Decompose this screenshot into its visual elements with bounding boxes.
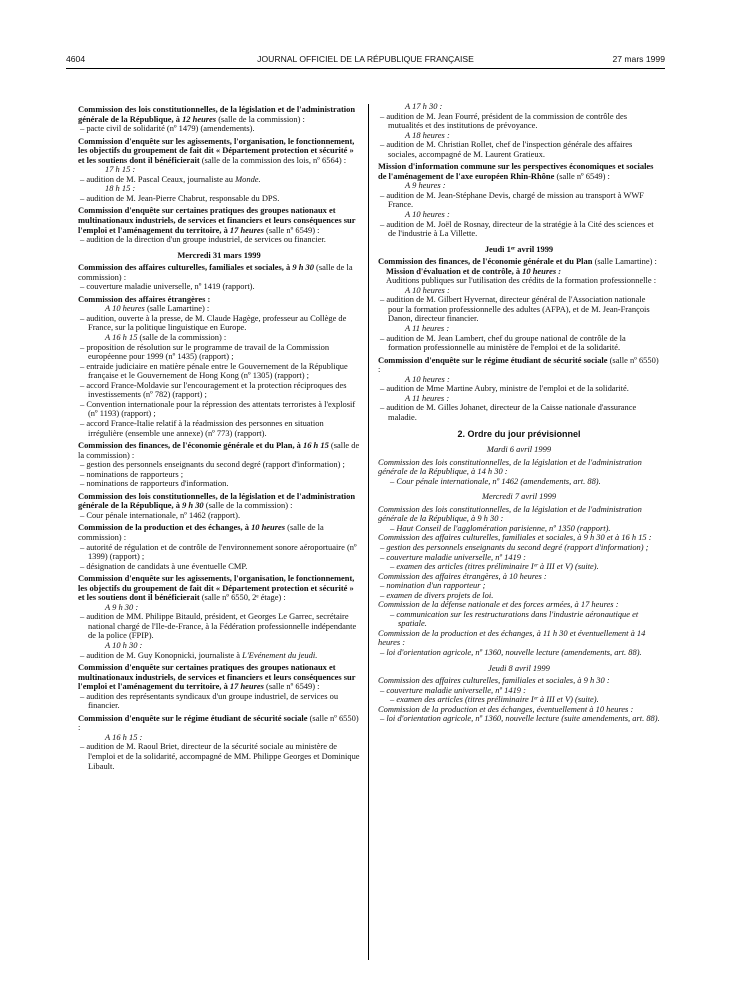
agenda-block [78,295,360,438]
agenda-item: – proposition de résolution sur le programme de travail de la Commission européenne pour 1999 (nº 1435) (rapport) ; [80,341,330,362]
time-slot: A 11 heures : [405,323,450,334]
committee-title: Commission de la production et des échanges, éventuellement à 10 heures : [378,703,634,714]
time-slot: A 9 h 30 : [105,601,139,612]
date-heading: Mardi 6 avril 1999 [486,444,552,455]
agenda-block: Commission des lois constitutionnelles, de la législation et de l'administration générale de la République, à 12 heures (salle de la commission) : – pacte civil de solidarité (nº 1479) (amendements). [78,105,360,134]
time-slot: A 9 heures : [405,180,446,191]
agenda-item: – accord France-Moldavie sur l'encouragement et la protection réciproques des investissements (nº 782) (rapport) ; [80,379,347,400]
page-number: 4604 [66,54,86,64]
agenda-item: – audition de M. Christian Rollet, chef de l'inspection générale des affaires sociales, accompagné de M. Laurent Gratieux. [380,139,633,159]
committee-title: Commission d'enquête sur certaines pratiques des groupes nationaux et multinationaux industriels, de services et financiers et leurs conséquences sur l'emploi et l'aménagement du territoire, à [78,662,356,692]
date-heading: Mercredi 31 mars 1999 [177,249,261,260]
agenda-item: – autorité de régulation et de contrôle de l'environnement sonore aéroportuaire (nº 1399) (rapport) ; [80,541,357,562]
agenda-item: – couverture maladie universelle, nº 1419 (rapport). [80,281,255,292]
committee-title: Commission des lois constitutionnelles, de la législation et de l'administration générale de la République, à [78,104,356,124]
committee-title: Commission des lois constitutionnelles, de la législation et de l'administration générale de la République, à 14 h 30 : [378,456,642,477]
agenda-block: Mission d'information commune sur les perspectives économiques et sociales de l'aménagement de l'axe européen Rhin-Rhône (salle nº 6549) : A 9 heures : – audition de M. Jean-Stéphane Devis, chargé de mission au transport à WWF France. A 10 heures : – audition de M. Joël de Rosnay, directeur de la stratégie à la Cité des sciences et de l'industrie à La Villette. [378,162,660,238]
page-header [66,54,665,68]
time-slot: A 16 h 15 : [105,731,143,742]
journal-title: JOURNAL OFFICIEL DE LA RÉPUBLIQUE FRANÇAISE [257,54,474,64]
agenda-item: – loi d'orientation agricole, nº 1360, nouvelle lecture (amendements, art. 88). [380,646,642,657]
agenda-item: – loi d'orientation agricole, nº 1360, nouvelle lecture (suite amendements, art. 88). [380,713,660,724]
agenda-block: Commission d'enquête sur certaines pratiques des groupes nationaux et multinationaux industriels, de services et financiers et leurs conséquences sur l'emploi et l'aménagement du territoire, à 17 heures (salle nº 6549) : – audition de la direction d'un groupe industriel, de services ou financier. [78,206,360,244]
committee-title: Commission de la production et des échanges, à [78,522,249,533]
committee-title: Commission des finances, de l'économie générale et du Plan [378,256,593,267]
agenda-block: Commission d'enquête sur le régime étudiant de sécurité sociale (salle nº 6550) : A 16 h 15 : – audition de M. Raoul Briet, directeur de la sécurité sociale au ministère de l'emploi et de la solidarité, accompagné de MM. Philippe Georges et Dominique Libault. [78,712,360,771]
agenda-item: – accord France-Italie relatif à la réadmission des personnes en situation irrégulière (ensemble une annexe) (nº 773) (rapport). [80,417,324,438]
time-slot: A 10 heures (salle Lamartine) : [105,303,210,314]
agenda-block: Commission des lois constitutionnelles, de la législation et de l'administration générale de la République, à 9 h 30 (salle de la commission) : – Cour pénale internationale, nº 1462 (rapport). [78,492,360,521]
agenda-item: – couverture maladie universelle, nº 1419 : [380,684,526,695]
committee-title: Commission des lois constitutionnelles, de la législation et de l'administration générale de la République, à [78,490,356,511]
committee-title: Commission d'enquête sur le régime étudiant de sécurité sociale [78,712,308,723]
agenda-block: Commission des finances, de l'économie générale et du Plan (salle Lamartine) : Mission d'évaluation et de contrôle, à 10 heures : Auditions publiques sur l'utilisation des crédits de la formation professionnelle : A 10 heures : – audition de M. Gilbert Hyvernat, directeur général de l'Association nationale pour la formation professionnelle des adultes (AFPA), et de M. Jean-François Danon, directeur financier. A 11 heures : – audition de M. Jean Lambert, chef du groupe national de contrôle de la formation professionnelle au ministère de l'emploi et de la solidarité. [378,257,660,352]
agenda-block: Commission de la production et des échanges, à 10 heures (salle de la commission) : – autorité de régulation et de contrôle de l'environnement sonore aéroportuaire (nº 1399) (rapport) ; – désignation de candidats à une éventuelle CMP. [78,523,360,571]
time-slot: A 10 heures : [405,209,450,220]
agenda-block: Commission des finances, de l'économie générale et du Plan, à 16 h 15 (salle de la commission) : – gestion des personnels enseignants du second degré (rapport d'information) ; – nominations de rapporteurs ; – nominations de rapporteurs d'information. [78,440,360,489]
committee-title: Commission des finances, de l'économie générale et du Plan, à [78,440,301,451]
date-heading: Jeudi 8 avril 1999 [488,662,550,673]
agenda-item: – nomination d'un rapporteur ; [380,580,486,591]
agenda-block: Commission d'enquête sur certaines pratiques des groupes nationaux et multinationaux industriels, de services et financiers et leurs conséquences sur l'emploi et l'aménagement du territoire, à 17 heures (salle nº 6549) : – audition des représentants syndicaux d'un groupe industriel, de services ou financier. [78,663,360,711]
agenda-item: – entraide judiciaire en matière pénale entre le Gouvernement de la République française et le Gouvernement de Hong Kong (nº 1305) (rapport) ; [80,360,348,381]
paragraph: Auditions publiques sur l'utilisation des crédits de la formation professionnelle : [386,275,657,286]
issue-date: 27 mars 1999 [612,54,665,64]
agenda-item: – audition de M. Jean Lambert, chef du groupe national de contrôle de la formation professionnelle au ministère de l'emploi et de la solidarité. [380,332,626,353]
agenda-item: – nominations de rapporteurs ; [80,468,184,479]
agenda-item: – pacte civil de solidarité (nº 1479) (amendements). [80,123,255,134]
agenda-item: – examen des articles (titres préliminaire Iᵉʳ à III et V) (suite). [390,561,599,572]
agenda-item: – couverture maladie universelle, nº 1419 : [380,551,526,562]
committee-title: Commission des affaires culturelles, familiales et sociales, à 9 h 30 et à 16 h 15 : [378,532,652,543]
agenda-block: Commission d'enquête sur le régime étudiant de sécurité sociale (salle nº 6550) : A 10 heures : – audition de Mme Martine Aubry, ministre de l'emploi et de la solidarité. A 11 heures : – audition de M. Gilles Johanet, directeur de la Caisse nationale d'assurance maladie. [378,354,659,422]
agenda-item: – audition des représentants syndicaux d'un groupe industriel, de services ou financier. [80,690,339,711]
agenda-item: – audition de M. Jean-Stéphane Devis, chargé de mission au transport à WWF France. [380,189,645,210]
time-slot: A 18 heures : [405,129,450,140]
agenda-item: – audition de M. Gilbert Hyvernat, directeur général de l'Association nationale pour la formation professionnelle des adultes (AFPA), et de M. Jean-François Danon, directeur financier. [380,294,650,324]
time-slot: A 10 heures : [405,373,450,384]
committee-title: Commission de la défense nationale et des forces armées, à 17 heures : [378,599,619,610]
agenda-item: – Cour pénale internationale, nº 1462 (amendements, art. 88). [390,475,601,486]
agenda-item: – audition de M. Joël de Rosnay, directeur de la stratégie à la Cité des sciences et de l'industrie à La Villette. [380,218,654,239]
agenda-item: – audition de M. Gilles Johanet, directeur de la Caisse nationale d'assurance maladie. [380,402,637,422]
committee-title: Commission des affaires culturelles, familiales et sociales, à [78,262,291,273]
committee-title: Mission d'information commune sur les perspectives économiques et sociales de l'aménagement de l'axe européen Rhin-Rhône [378,161,654,181]
agenda-item: – examen de divers projets de loi. [380,589,494,600]
committee-title: Commission d'enquête sur certaines pratiques des groupes nationaux et multinationaux industriels, de services et financiers et leurs conséquences sur l'emploi et l'aménagement du territoire, à [78,205,356,235]
time-slot: A 17 h 30 : [405,101,443,111]
agenda-item: – audition de la direction d'un groupe industriel, de services ou financier. [80,234,326,245]
section-heading: 2. Ordre du jour prévisionnel [457,428,581,439]
agenda-item: – gestion des personnels enseignants du second degré (rapport d'information) ; [80,459,345,470]
right-column [378,102,660,724]
header-rule [66,68,665,69]
agenda-item: – Cour pénale internationale, nº 1462 (rapport). [80,509,241,520]
committee-title: Commission des affaires étrangères, à 10 heures : [378,570,547,581]
committee-title: Commission d'enquête sur les agissements, l'organisation, le fonctionnement, les objectifs du groupement de fait dit « Département protection et sécurité » et les soutiens dont il bénéficierait [78,135,355,165]
agenda-item: – audition de MM. Philippe Bitauld, président, et Georges Le Garrec, secrétaire national chargé de l'Ile-de-France, à la Fédération professionnelle indépendante de la police (FPIP). [80,611,357,641]
time-slot: 18 h 15 : [105,183,136,194]
agenda-item: – audition de M. Raoul Briet, directeur de la sécurité sociale au ministère de l'emploi et de la solidarité, accompagné de MM. Philippe Georges et Dominique Libault. [80,741,360,771]
committee-title: Commission des affaires culturelles, familiales et sociales, à 9 h 30 : [378,675,610,686]
agenda-item: – désignation de candidats à une éventuelle CMP. [80,560,248,571]
time-slot: A 11 heures : [405,392,450,403]
agenda-item: – Haut Conseil de l'agglomération parisienne, nº 1350 (rapport). [390,522,611,533]
date-heading: Jeudi 1ᵉʳ avril 1999 [484,243,554,254]
mission-title: Mission d'évaluation et de contrôle, à [386,265,521,276]
agenda-item: – Convention internationale pour la répression des attentats terroristes à l'explosif (nº 1193) (rapport) ; [80,398,356,419]
agenda-block [378,102,660,159]
agenda-item: – nominations de rapporteurs d'information. [80,478,229,489]
column-separator [368,104,369,960]
agenda-item: – audition de M. Jean-Pierre Chabrut, responsable du DPS. [80,192,280,203]
committee-title: Commission d'enquête sur les agissements, l'organisation, le fonctionnement, les objectifs du groupement de fait dit « Département protection et sécurité » et les soutiens dont il bénéficierait [78,573,355,603]
agenda-item: – examen des articles (titres préliminaire Iᵉʳ à III et V) (suite). [390,694,599,705]
agenda-block: Commission d'enquête sur les agissements, l'organisation, le fonctionnement, les objectifs du groupement de fait dit « Département protection et sécurité » et les soutiens dont il bénéficierait (salle de la commission des lois, nº 6564) : 17 h 15 : – audition de M. Pascal Ceaux, journaliste au Monde. 18 h 15 : – audition de M. Jean-Pierre Chabrut, responsable du DPS. [78,137,360,204]
agenda-item: – audition de M. Jean Fourré, président de la commission de contrôle des mutualités et des institutions de prévoyance. [380,110,627,131]
agenda-item: – audition de M. Guy Konopnicki, journaliste à L'Evénement du jeudi. [80,649,318,660]
left-column [78,102,360,771]
committee-title: Commission de la production et des échanges, à 11 h 30 et éventuellement à 14 heures : [378,627,646,648]
committee-title: Commission des lois constitutionnelles, de la législation et de l'administration générale de la République, à 9 h 30 : [378,503,642,524]
agenda-item: – audition, ouverte à la presse, de M. Claude Hagège, professeur au Collège de France, sur la politique linguistique en Europe. [80,312,347,333]
time-slot: A 16 h 15 (salle de la commission) : [105,332,227,343]
time-slot: A 10 h 30 : [105,639,143,650]
time-slot: 17 h 15 : [105,164,136,175]
agenda-item: – audition de M. Pascal Ceaux, journaliste au Monde. [80,173,261,184]
agenda-item: – gestion des personnels enseignants du second degré (rapport d'information) ; [380,541,649,552]
agenda-item: – communication sur les restructurations dans l'industrie aéronautique et spatiale. [390,608,639,629]
agenda-item: – audition de Mme Martine Aubry, ministre de l'emploi et de la solidarité. [380,383,629,394]
agenda-block: Commission des affaires culturelles, familiales et sociales, à 9 h 30 (salle de la commission) : – couverture maladie universelle, nº 1419 (rapport). [78,263,360,292]
time-slot: A 10 heures : [405,284,450,295]
date-heading: Mercredi 7 avril 1999 [481,491,557,502]
agenda-block: Commission d'enquête sur les agissements, l'organisation, le fonctionnement, les objectifs du groupement de fait dit « Département protection et sécurité » et les soutiens dont il bénéficierait (salle nº 6550, 2ᵉ étage) : A 9 h 30 : – audition de MM. Philippe Bitauld, président, et Georges Le Garrec, secrétaire national chargé de l'Ile-de-France, à la Fédération professionnelle indépendante de la police (FPIP). A 10 h 30 : – audition de M. Guy Konopnicki, journaliste à L'Evénement du jeudi. [78,574,360,660]
committee-title: Commission d'enquête sur le régime étudiant de sécurité sociale [378,354,608,365]
committee-title: Commission des affaires étrangères : [78,293,211,304]
